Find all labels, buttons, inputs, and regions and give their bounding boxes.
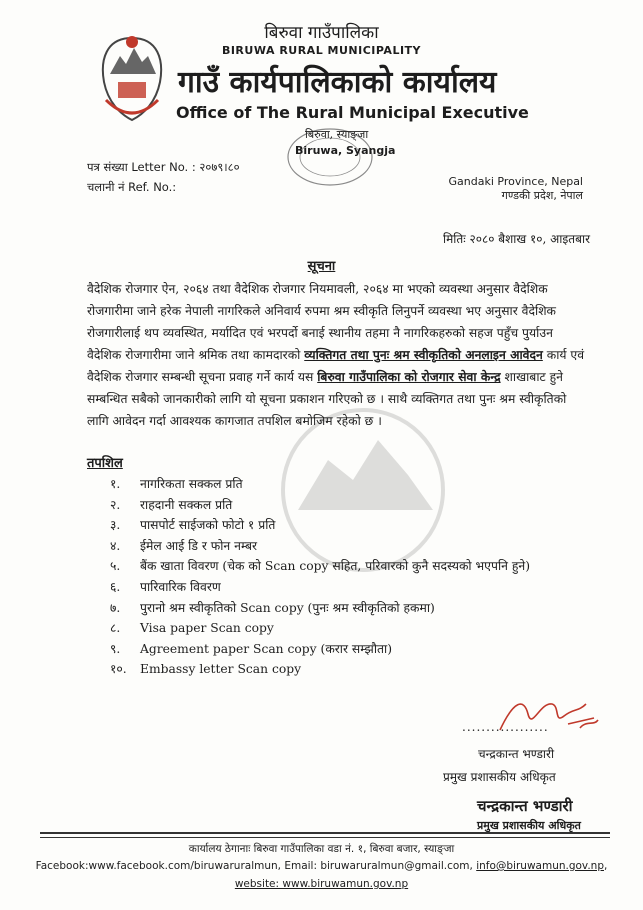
notice-body [87, 278, 590, 432]
list-item: ४. ईमेल आई डि र फोन नम्बर [110, 538, 258, 553]
province-nepali: गण्डकी प्रदेश, नेपाल [501, 189, 583, 202]
email-link[interactable]: info@biruwamun.gov.np [476, 860, 604, 872]
stamp-name: चन्द्रकान्त भण्डारी [477, 797, 573, 815]
body-emphasis-1: व्यक्तिगत तथा पुनः श्रम स्वीकृतिको अनलाइन आवेदन [304, 347, 543, 362]
footer-divider-thin [40, 837, 610, 838]
signatory-title: प्रमुख प्रशासकीय अधिकृत [443, 770, 556, 784]
reference-number: चलानी नं Ref. No.: [87, 180, 177, 194]
list-item: ५. बैंक खाता विवरण (चेक को Scan copy सहित, परिवारको कुनै सदस्यको भएपनि हुने) [110, 559, 531, 574]
list-item: १०. Embassy letter Scan copy [110, 662, 302, 677]
footer-contacts: Facebook:www.facebook.com/biruwaruralmun, Email: biruwaruralmun@gmail.com, info@biruwamun.gov.np, [35, 860, 608, 872]
office-title-english: Office of The Rural Municipal Executive [176, 103, 529, 122]
signature-line: .................. [462, 720, 549, 734]
list-item: ८. Visa paper Scan copy [110, 621, 274, 636]
province-english: Gandaki Province, Nepal [448, 175, 583, 188]
location-english: Biruwa, Syangja [295, 144, 396, 157]
signatory-name: चन्द्रकान्त भण्डारी [478, 747, 555, 761]
document-list [110, 474, 530, 680]
notice-title: सूचना [307, 259, 336, 274]
body-emphasis-2: बिरुवा गाउँपालिका को रोजगार सेवा केन्द्र [317, 369, 501, 384]
body-text-2: कार्य एवं वैदेशिक रोजगार सम्बन्धी सूचना प्रवाह गर्ने कार्य यस [87, 348, 585, 384]
notice-date: मितिः २०८० बैशाख १०, आइतबार [443, 232, 590, 246]
letter-number: पत्र संख्या Letter No. : २०७९।८० [87, 160, 240, 174]
details-heading: तपशिल [87, 456, 123, 471]
municipality-name-english: BIRUWA RURAL MUNICIPALITY [221, 44, 422, 57]
list-item: ६. पारिवारिक विवरण [110, 579, 221, 594]
footer-divider [40, 832, 610, 834]
body-text-3: शाखाबाट हुने सम्बन्धित सबैको जानकारीको लागि यो सूचना प्रकाशन गरिएको छ । साथै व्यक्तिगत तथा पुनः श्रम स्वीकृतिको लागि आवेदन गर्दा आवश्यक कागजात तपशिल बमोजिम रहेको छ । [87, 370, 567, 428]
stamp-title: प्रमुख प्रशासकीय अधिकृत [477, 819, 581, 832]
location-nepali: बिरुवा, स्याङ्जा [305, 128, 369, 141]
list-item: ७. पुरानो श्रम स्वीकृतिको Scan copy (पुनः श्रम स्वीकृतिको हकमा) [110, 600, 435, 615]
list-item: ९. Agreement paper Scan copy (करार सम्झौता) [110, 641, 393, 656]
province-block [440, 175, 583, 203]
body-text-1: वैदेशिक रोजगार ऐन, २०६४ तथा वैदेशिक रोजगार नियमावली, २०६४ मा भएको व्यवस्था अनुसार वैदेशिक रोजगारीमा जाने हरेक नेपाली नागरिकले अनिवार्य रुपमा श्रम स्वीकृति लिनुपर्ने व्यवस्था भए अनुसार वैदेशिक रोजगारीलाई थप व्यवस्थित, मर्यादित एवं भरपर्दो बनाई स्थानीय तहमा नै नागरिकहरुको सहज पहुँच पुर्याउन वैदेशिक रोजगारीमा जाने श्रमिक तथा कामदारको [87, 282, 556, 362]
municipality-name-nepali: बिरुवा गाउँपालिका [264, 23, 379, 43]
office-title-nepali: गाउँ कार्यपालिकाको कार्यालय [178, 65, 497, 100]
list-item: ३. पासपोर्ट साईजको फोटो १ प्रति [110, 518, 276, 533]
footer-address: कार्यालय ठेगानाः बिरुवा गाउँपालिका वडा नं. १, बिरुवा बजार, स्याङ्जा [188, 843, 455, 855]
list-item: १. नागरिकता सक्कल प्रति [110, 477, 243, 491]
list-item: २. राहदानी सक्कल प्रति [110, 497, 233, 512]
website-link[interactable]: website: www.biruwamun.gov.np [234, 878, 409, 890]
